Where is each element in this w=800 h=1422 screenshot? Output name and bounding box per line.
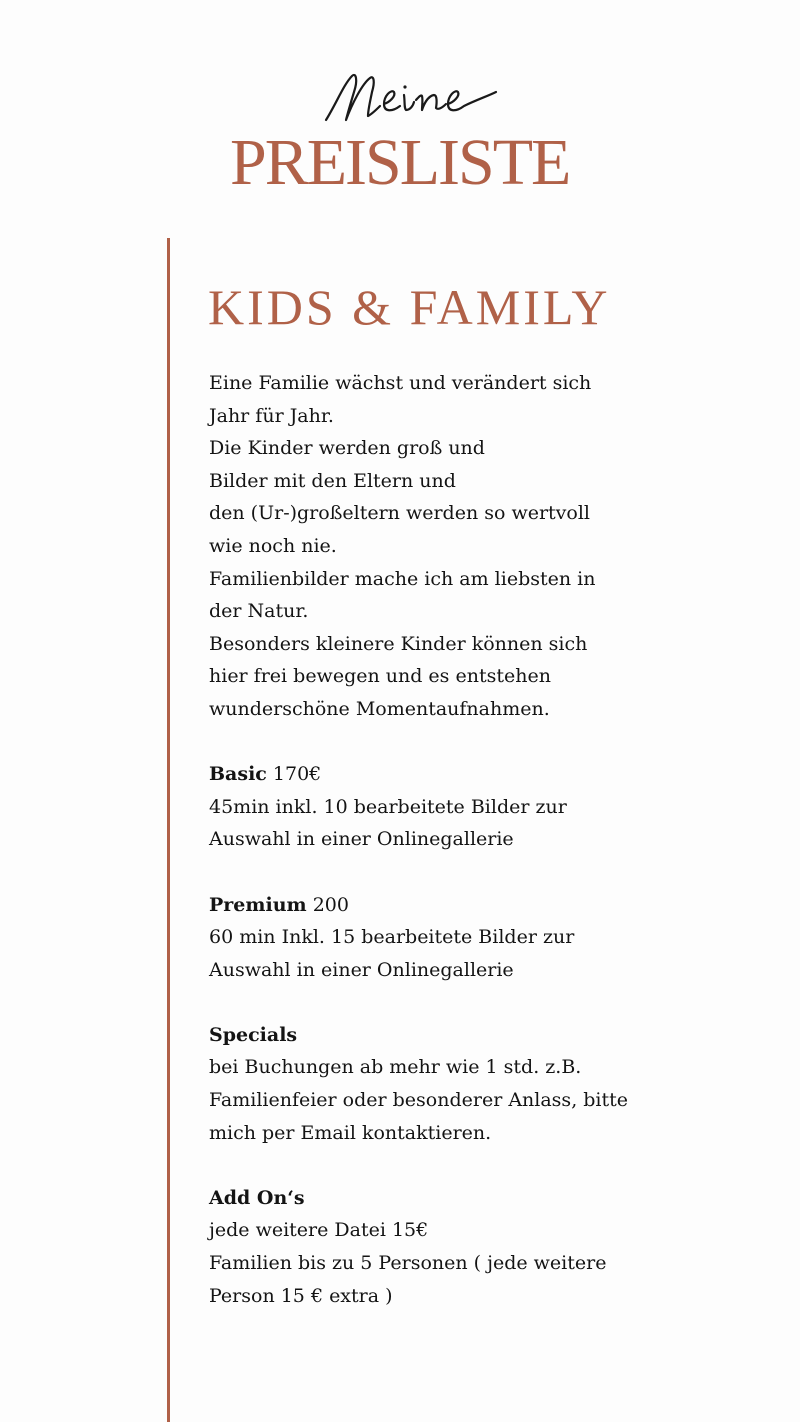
package-addons-name: Add On‘s <box>209 1186 305 1209</box>
intro-line: wunderschöne Momentaufnahmen. <box>209 697 550 720</box>
intro-line: Jahr für Jahr. <box>209 404 334 427</box>
intro-line: Die Kinder werden groß und <box>209 437 485 460</box>
package-premium <box>209 889 679 987</box>
package-specials-name: Specials <box>209 1023 298 1046</box>
intro-line: hier frei bewegen und es entstehen <box>209 665 551 688</box>
section-heading: KIDS & FAMILY <box>208 279 611 335</box>
content-body <box>209 367 679 1345</box>
package-basic-line: 45min inkl. 10 bearbeitete Bilder zur <box>209 795 567 818</box>
script-title-meine <box>318 62 508 134</box>
package-premium-line: 60 min Inkl. 15 bearbeitete Bilder zur <box>209 926 575 949</box>
package-addons <box>209 1182 679 1312</box>
intro-line: Bilder mit den Eltern und <box>209 469 456 492</box>
page-title: PREISLISTE <box>230 126 570 199</box>
package-basic-name: Basic <box>209 763 267 786</box>
package-basic-line: Auswahl in einer Onlinegallerie <box>209 828 514 851</box>
package-premium-line: Auswahl in einer Onlinegallerie <box>209 958 514 981</box>
package-basic-price: 170€ <box>272 763 322 786</box>
package-addons-line: Familien bis zu 5 Personen ( jede weitere <box>209 1252 607 1275</box>
intro-line: der Natur. <box>209 600 309 623</box>
package-specials-line: bei Buchungen ab mehr wie 1 std. z.B. <box>209 1056 582 1079</box>
package-premium-name: Premium <box>209 893 307 916</box>
package-basic-heading <box>209 758 679 791</box>
intro-line: Familienbilder mache ich am liebsten in <box>209 567 596 590</box>
package-premium-price: 200 <box>312 893 349 916</box>
package-addons-line: jede weitere Datei 15€ <box>209 1219 429 1242</box>
package-addons-line: Person 15 € extra ) <box>209 1284 393 1307</box>
intro-line: den (Ur-)großeltern werden so wertvoll <box>209 502 591 525</box>
vertical-divider <box>167 238 170 1422</box>
package-specials-line: Familienfeier oder besonderer Anlass, bitte <box>209 1089 629 1112</box>
package-specials-line: mich per Email kontaktieren. <box>209 1121 492 1144</box>
intro-paragraph <box>209 367 679 726</box>
package-premium-heading <box>209 889 679 922</box>
intro-line: Eine Familie wächst und verändert sich <box>209 372 592 394</box>
package-specials <box>209 1019 679 1149</box>
intro-line: wie noch nie. <box>209 534 337 557</box>
intro-line: Besonders kleinere Kinder können sich <box>209 632 588 655</box>
package-basic <box>209 758 679 856</box>
